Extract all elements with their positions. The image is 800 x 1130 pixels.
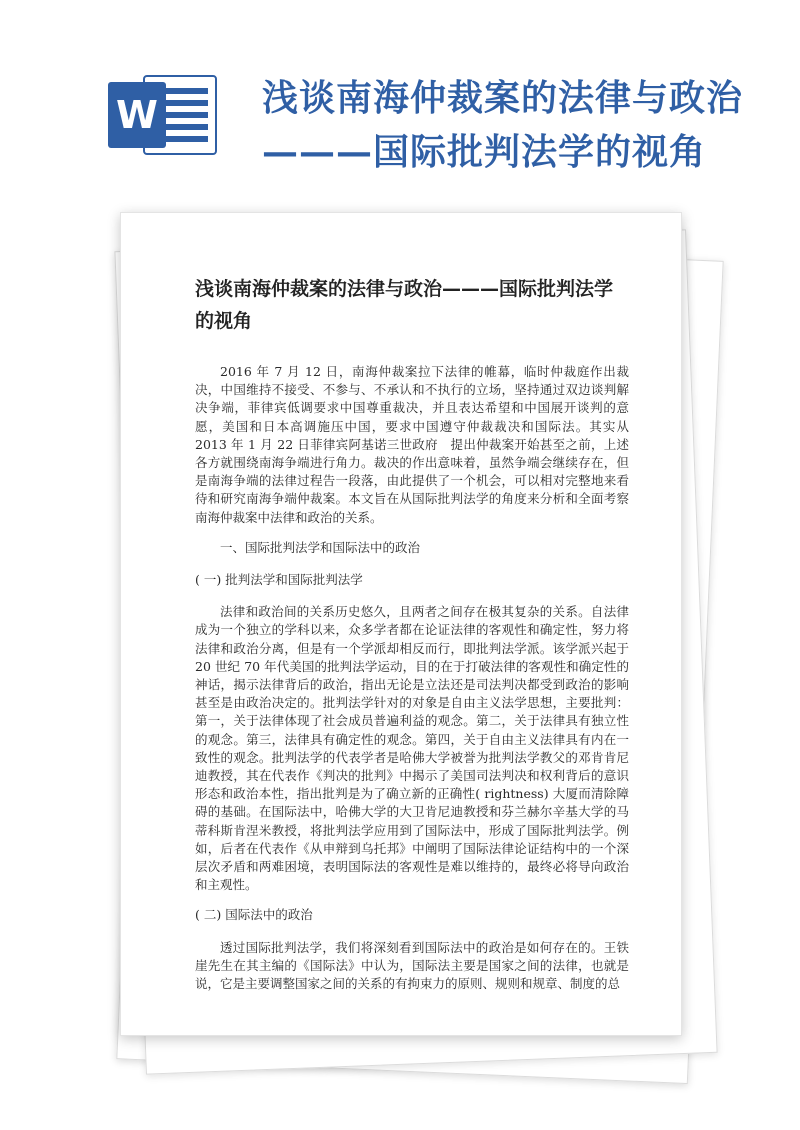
document-body: [195, 273, 629, 1005]
subsection-1-heading: ( 一) 批判法学和国际批判法学: [195, 572, 363, 588]
subsection-2-heading: ( 二) 国际法中的政治: [195, 907, 313, 923]
banner-title-line1: 浅谈南海仲裁案的法律与政治: [262, 77, 744, 119]
banner: [0, 0, 800, 210]
document-page: [120, 212, 682, 1036]
subsection-2-paragraph: 透过国际批判法学，我们将深刻看到国际法中的政治是如何存在的。王铁崖先生在其主编的《国际法》中认为，国际法主要是国家之间的法律，也就是说，它是主要调整国家之间的关系的有拘束力的原则、规则和规章、制度的总: [195, 939, 629, 992]
document-title: 浅谈南海仲裁案的法律与政治———国际批判法学的视角: [195, 278, 614, 332]
word-document-icon: [108, 72, 220, 158]
banner-title-line2: ———国际批判法学的视角: [262, 131, 707, 173]
svg-text:W: W: [116, 93, 158, 137]
section-1-heading: 一、国际批判法学和国际法中的政治: [220, 539, 421, 555]
subsection-1-paragraph: 法律和政治间的关系历史悠久，且两者之间存在极其复杂的关系。自法律成为一个独立的学科以来，众多学者都在论证法律的客观性和确定性，努力将法律和政治分离，但是有一个学派却相反而行，即批判法学派。该学派兴起于 20 世纪 70 年代美国的批判法学运动，目的在于打破法律的客观性和确定性的神话，揭示法律背后的政治，指出无论是立法还是司法判决都受到政治的影响甚至是由政治决定的。批判法学针对的对象是自由主义法学思想，主要批判：第一，关于法律体现了社会成员普遍利益的观念。第二，关于法律具有独立性的观念。第三，法律具有确定性的观念。第四，关于自由主义法律具有内在一致性的观念。批判法学的代表学者是哈佛大学被誉为批判法学教父的邓肯肯尼迪教授，其在代表作《判决的批判》中揭示了美国司法判决和权利背后的意识形态和政治本性，指出批判是为了确立新的正确性( rightness) 大厦而清除障碍的基础。在国际法中，哈佛大学的大卫肯尼迪教授和芬兰赫尔辛基大学的马蒂科斯肯涅米教授，将批判法学应用到了国际法中，形成了国际批判法学。例如，后者在代表作《从申辩到乌托邦》中阐明了国际法律论证结构中的一个深层次矛盾和两难困境，表明国际法的客观性是难以维持的，最终必将导向政治和主观性。: [195, 604, 629, 893]
intro-paragraph: 2016 年 7 月 12 日，南海仲裁案拉下法律的帷幕，临时仲裁庭作出裁决，中国维持不接受、不参与、不承认和不执行的立场，坚持通过双边谈判解决争端，菲律宾低调要求中国尊重裁决，并且表达希望和中国展开谈判的意愿，美国和日本高调施压中国，要求中国遵守仲裁裁决和国际法。其实从 2013 年 1 月 22 日菲律宾阿基诺三世政府 提出仲裁案开始甚至之前，上述各方就围绕南海争端进行角力。裁决的作出意味着，虽然争端会继续存在，但是南海争端的法律过程告一段落，由此提供了一个机会，可以相对完整地来看待和研究南海争端仲裁案。本文旨在从国际批判法学的角度来分析和全面考察南海仲裁案中法律和政治的关系。: [195, 364, 629, 525]
